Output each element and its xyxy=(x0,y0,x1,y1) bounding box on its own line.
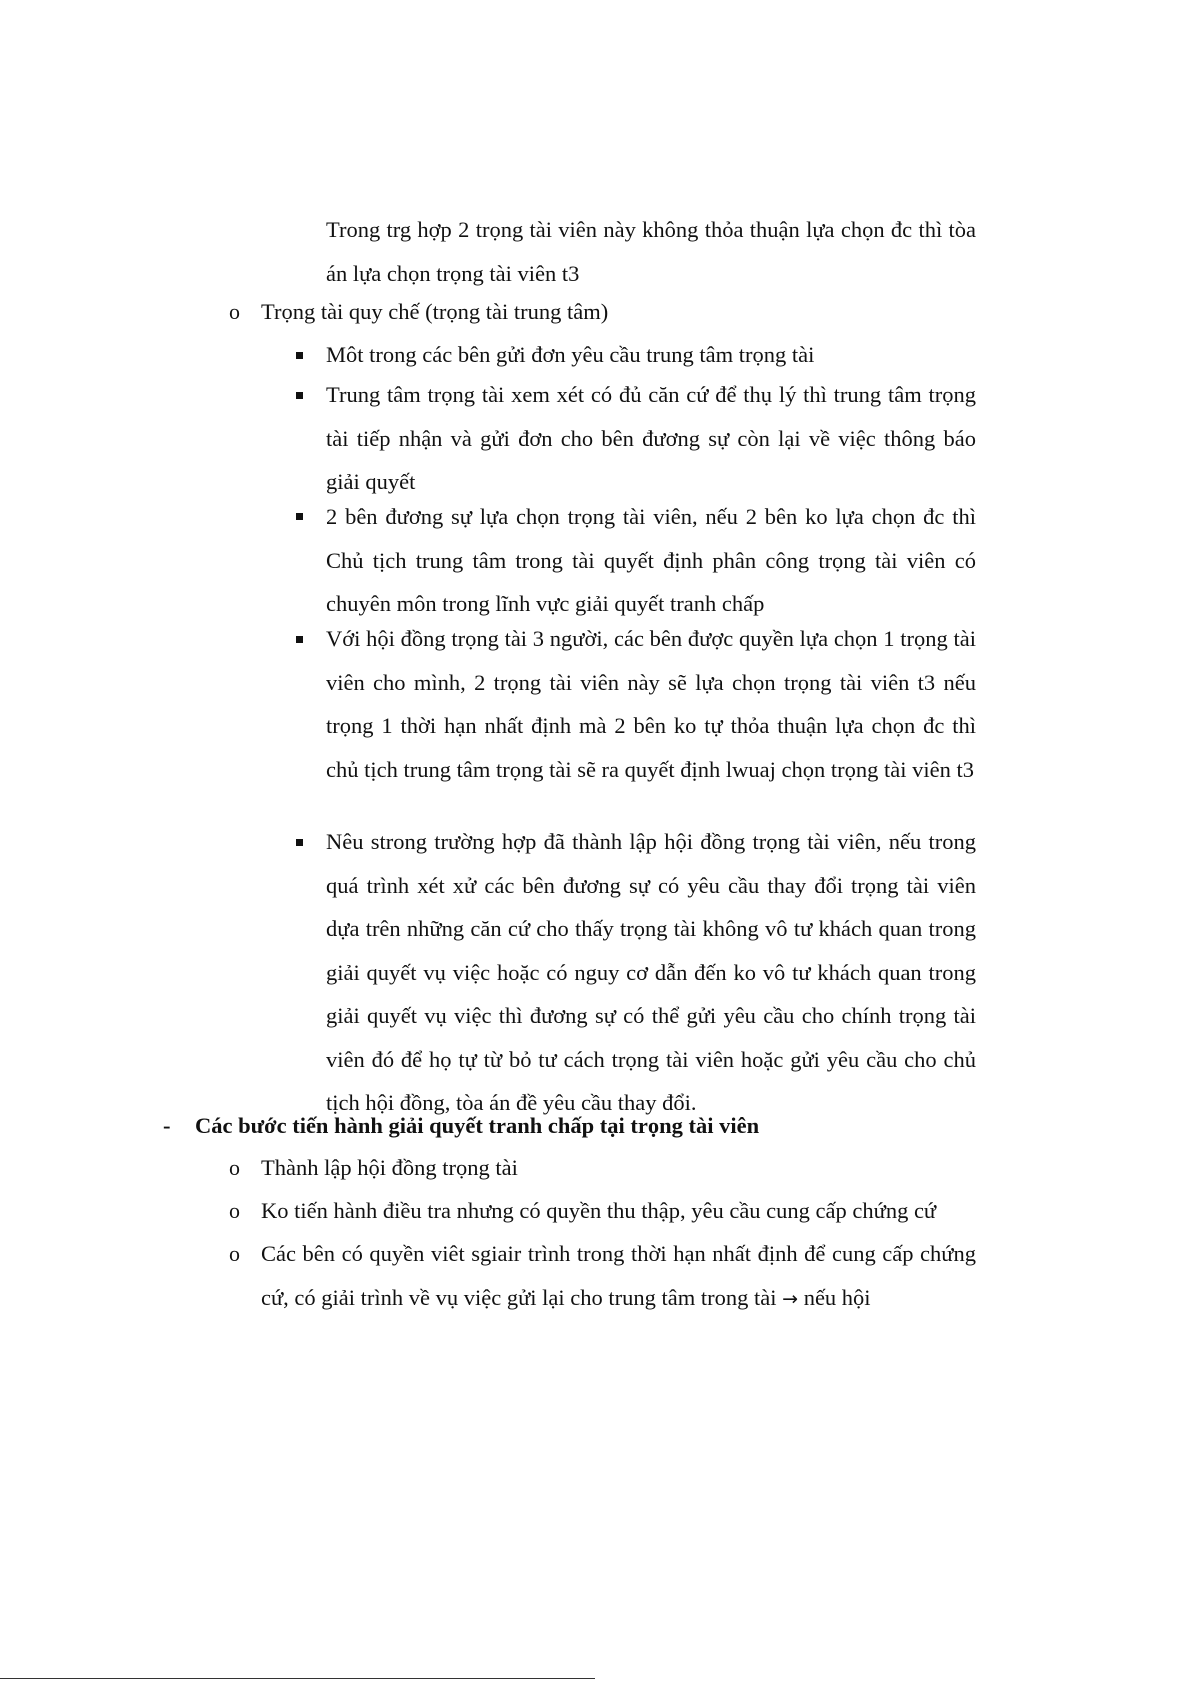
section-rules-heading: Trọng tài quy chế (trọng tài trung tâm) xyxy=(261,299,609,324)
square-bullet-icon xyxy=(296,513,303,520)
rules-bullet-item: 2 bên đương sự lựa chọn trọng tài viên, nếu 2 bên ko lựa chọn đc thì Chủ tịch trung tâm trong tài quyết định phân công trọng tài viên có chuyên môn trong lĩnh vực giải quyết tranh chấp xyxy=(326,504,976,616)
circle-bullet-icon: o xyxy=(229,1198,240,1223)
section-steps-heading: Các bước tiến hành giải quyết tranh chấp tại trọng tài viên xyxy=(195,1113,760,1138)
rules-bullet-item: Môt trong các bên gửi đơn yêu cầu trung tâm trọng tài xyxy=(326,342,815,367)
square-bullet-icon xyxy=(296,352,303,359)
rules-bullet-item: Với hội đồng trọng tài 3 người, các bên được quyền lựa chọn 1 trọng tài viên cho mình, 2 trọng tài viên này sẽ lựa chọn trọng tài viên t3 nếu trọng 1 thời hạn nhất định mà 2 bên ko tự thỏa thuận lựa chọn đc thì chủ tịch trung tâm trọng tài sẽ ra quyết định lwuaj chọn trọng tài viên t3 xyxy=(326,626,976,782)
continuation-paragraph: Trong trg hợp 2 trọng tài viên này không thỏa thuận lựa chọn đc thì tòa án lựa chọn trọng tài viên t3 xyxy=(326,217,976,286)
square-bullet-icon xyxy=(296,839,303,846)
circle-bullet-icon: o xyxy=(229,1241,240,1266)
square-bullet-icon xyxy=(296,392,303,399)
steps-item-last-text: Các bên có quyền viêt sgiair trình trong thời hạn nhất định để cung cấp chứng cứ, có giải trình về vụ việc gửi lại cho trung tâm trong tài xyxy=(261,1241,976,1310)
rules-bullet-item: Trung tâm trọng tài xem xét có đủ căn cứ để thụ lý thì trung tâm trọng tài tiếp nhận và gửi đơn cho bên đương sự còn lại về việc thông báo giải quyết xyxy=(326,382,976,494)
steps-item: Thành lập hội đồng trọng tài xyxy=(261,1155,518,1180)
page-bottom-rule xyxy=(0,1678,595,1679)
circle-bullet-icon: o xyxy=(229,299,240,324)
rules-bullet-item: Nêu strong trường hợp đã thành lập hội đồng trọng tài viên, nếu trong quá trình xét xử các bên đương sự có yêu cầu thay đổi trọng tài viên dựa trên những căn cứ cho thấy trọng tài không vô tư khách quan trong giải quyết vụ việc hoặc có nguy cơ dẫn đến ko vô tư khách quan trong giải quyết vụ việc thì đương sự có thể gửi yêu cầu cho chính trọng tài viên đó để họ tự từ bỏ tư cách trọng tài viên hoặc gửi yêu cầu cho chủ tịch hội đồng, tòa án đề yêu cầu thay đổi. xyxy=(326,829,976,1115)
steps-item-last xyxy=(261,1232,976,1321)
square-bullet-icon xyxy=(296,636,303,643)
arrow-right-icon: → xyxy=(782,1287,799,1310)
steps-item-last-tail: nếu hội xyxy=(803,1284,871,1310)
steps-item: Ko tiến hành điều tra nhưng có quyền thu thập, yêu cầu cung cấp chứng cứ xyxy=(261,1198,937,1223)
dash-bullet-icon: - xyxy=(163,1113,171,1138)
circle-bullet-icon: o xyxy=(229,1155,240,1180)
